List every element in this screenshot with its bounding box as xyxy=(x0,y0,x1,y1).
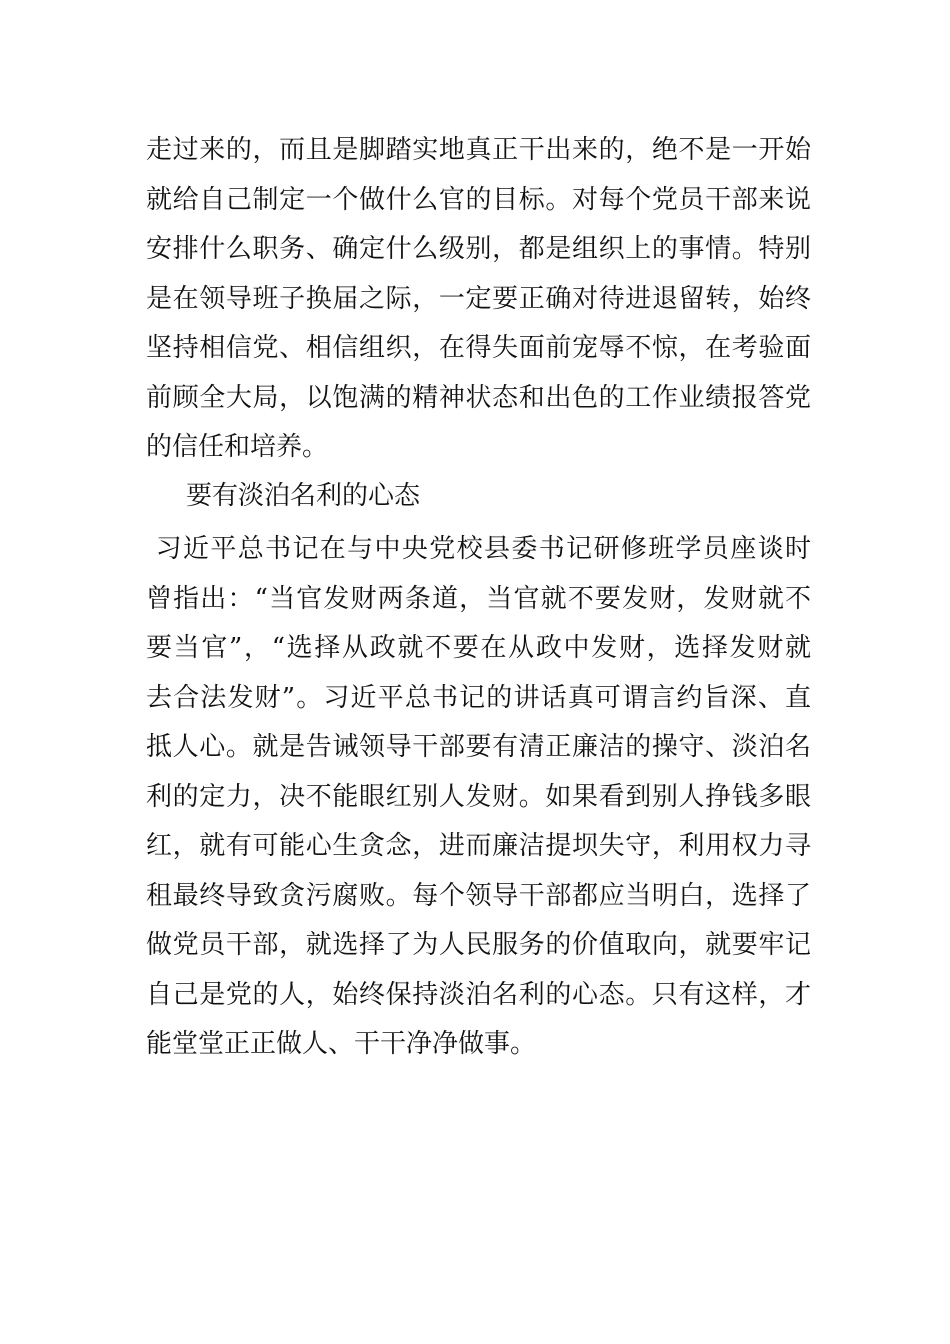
paragraph-line: 就给自己制定一个做什么官的目标。对每个党员干部来说 xyxy=(146,184,811,215)
paragraph-line: 走过来的，而且是脚踏实地真正干出来的，绝不是一开始 xyxy=(146,135,811,165)
paragraph-line: 自己是党的人，始终保持淡泊名利的心态。只有这样，才 xyxy=(146,979,811,1010)
paragraph-line: 坚持相信党、相信组织，在得失面前宠辱不惊，在考验面 xyxy=(146,333,811,363)
paragraph-line: 抵人心。就是告诫领导干部要有清正廉洁的操守、淡泊名 xyxy=(146,732,811,762)
paragraph-line: 利的定力，决不能眼红别人发财。如果看到别人挣钱多眼 xyxy=(146,781,811,812)
paragraph-line: 安排什么职务、确定什么级别，都是组织上的事情。特别 xyxy=(146,234,811,264)
paragraph-line: 习近平总书记在与中央党校县委书记研修班学员座谈时 xyxy=(146,534,811,564)
paragraph-line: 前顾全大局，以饱满的精神状态和出色的工作业绩报答党 xyxy=(146,382,811,413)
paragraph-1 xyxy=(146,126,811,473)
paragraph-line: 租最终导致贪污腐败。每个领导干部都应当明白，选择了 xyxy=(146,880,811,911)
paragraph-line: 能堂堂正正做人、干干净净做事。 xyxy=(146,1029,537,1059)
paragraph-2 xyxy=(146,525,811,1070)
paragraph-line: 曾指出：“当官发财两条道，当官就不要发财，发财就不 xyxy=(146,583,811,614)
paragraph-line: 要当官”，“选择从政就不要在从政中发财，选择发财就 xyxy=(146,633,811,663)
section-heading-text: 要有淡泊名利的心态 xyxy=(186,481,421,511)
paragraph-line: 做党员干部，就选择了为人民服务的价值取向，就要牢记 xyxy=(146,930,811,960)
paragraph-line: 去合法发财”。习近平总书记的讲话真可谓言约旨深、直 xyxy=(146,682,811,713)
section-heading xyxy=(186,472,826,522)
paragraph-line: 红，就有可能心生贪念，进而廉洁提坝失守，利用权力寻 xyxy=(146,831,811,861)
paragraph-line: 是在领导班子换届之际，一定要正确对待进退留转，始终 xyxy=(146,283,811,314)
paragraph-line: 的信任和培养。 xyxy=(146,432,329,462)
